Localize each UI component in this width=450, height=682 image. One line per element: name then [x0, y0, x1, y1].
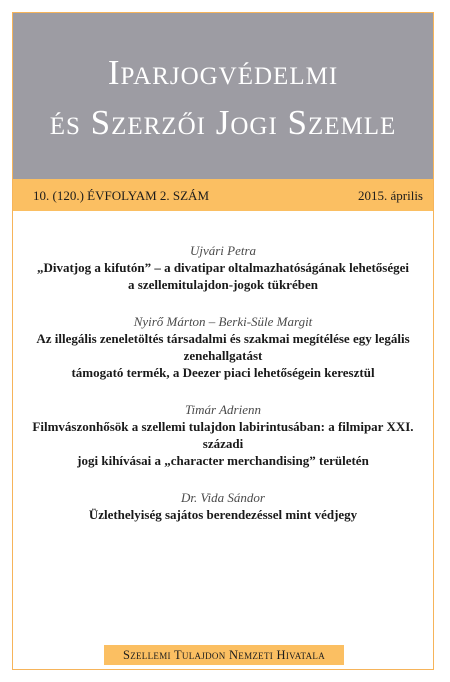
article-entry: [13, 314, 433, 381]
article-title: [13, 418, 433, 469]
title-band: [13, 13, 433, 179]
article-title: [13, 330, 433, 381]
issue-date: 2015. április: [358, 188, 423, 203]
journal-cover: [12, 12, 434, 670]
article-title: [13, 259, 433, 293]
article-title-line: támogató termék, a Deezer piaci lehetőségein keresztül: [71, 365, 375, 380]
issue-volume: 10. (120.) ÉVFOLYAM 2. SZÁM: [33, 188, 210, 203]
table-of-contents: [13, 243, 433, 544]
journal-title-line-2: és Szerzői Jogi Szemle: [49, 103, 397, 142]
article-title-line: „Divatjog a kifutón” – a divatipar oltalmazhatóságának lehetőségei: [36, 260, 410, 275]
article-author: Dr. Vida Sándor: [181, 490, 265, 505]
article-entry: [13, 243, 433, 293]
article-entry: [13, 490, 433, 523]
journal-title-line-1: Iparjogvédelmi: [107, 53, 339, 92]
article-entry: [13, 402, 433, 469]
issue-band: [13, 179, 433, 211]
article-title-line: Az illegális zeneletöltés társadalmi és szakmai megítélése egy legális zenehallgatást: [36, 331, 410, 363]
article-author: Timár Adrienn: [185, 402, 261, 417]
article-title-line: Filmvászonhősök a szellemi tulajdon labirintusában: a filmipar XXI. századi: [32, 419, 414, 451]
publisher-label: Szellemi Tulajdon Nemzeti Hivatala: [104, 645, 344, 665]
article-author: Nyirő Márton – Berki-Süle Margit: [133, 314, 313, 329]
article-title-line: Üzlethelyiség sajátos berendezéssel mint védjegy: [88, 507, 358, 522]
article-title: [13, 506, 433, 523]
article-title-line: a szellemitulajdon-jogok tükrében: [128, 277, 318, 292]
article-title-line: jogi kihívásai a „character merchandising” területén: [77, 453, 369, 468]
article-author: Ujvári Petra: [189, 243, 257, 258]
